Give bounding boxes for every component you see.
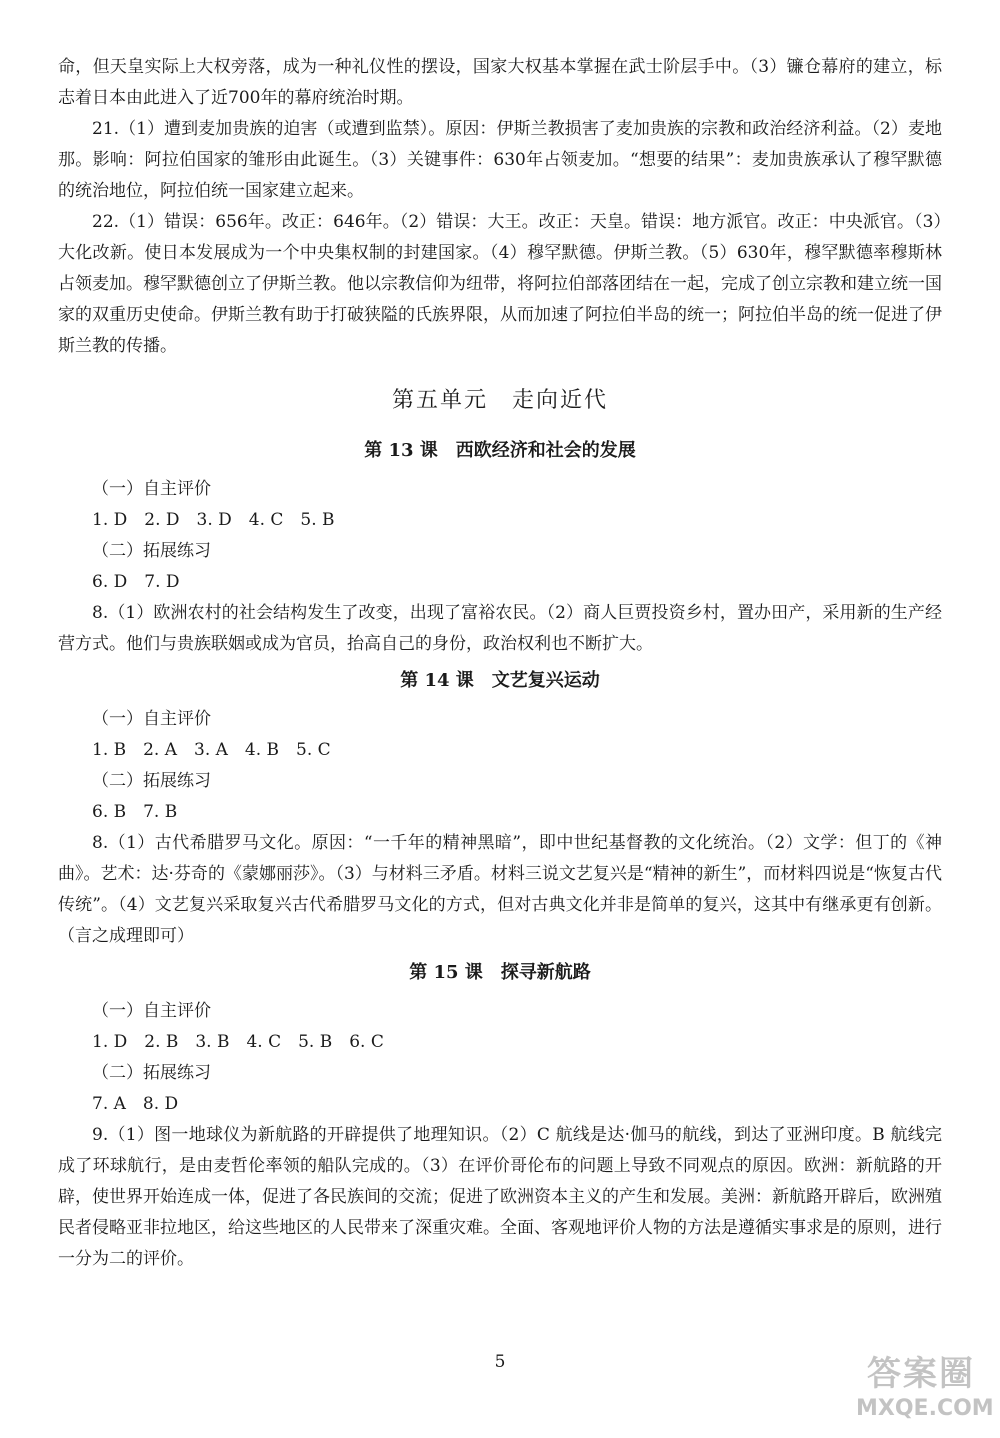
lesson-13-answers-self-evaluation: 1. D 2. D 3. D 4. C 5. B bbox=[92, 510, 335, 530]
lesson-14-answers-self-evaluation: 1. B 2. A 3. A 4. B 5. C bbox=[92, 740, 331, 760]
lesson-15-section-extension: （二）拓展练习 bbox=[92, 1063, 211, 1083]
unit-title: 第五单元 走向近代 bbox=[391, 388, 608, 413]
lesson-15-question-9: 9.（1）图一地球仪为新航路的开辟提供了地理知识。（2）C 航线是达·伽马的航线，到达了亚洲印度。B 航线完成了环球航行，是由麦哲伦率领的船队完成的。（3）在评价哥伦布的问题上导致不同观点的原因。欧洲：新航路的开辟，使世界开始连成一体，促进了各民族间的交流；促进了欧洲资本主义的产生和发展。美洲：新航路开辟后，欧洲殖民者侵略亚非拉地区，给这些地区的人民带来了深重灾难。全面、客观地评价人物的方法是遵循实事求是的原则，进行一分为二的评价。 bbox=[58, 1125, 942, 1269]
lesson-14-section-extension: （二）拓展练习 bbox=[92, 771, 211, 791]
answer-page bbox=[58, 52, 942, 1275]
lesson-13-section-extension: （二）拓展练习 bbox=[92, 541, 211, 561]
watermark-text-bottom: MXQE.COM bbox=[856, 1396, 994, 1421]
paragraph-q21: 21.（1）遭到麦加贵族的迫害（或遭到监禁）。原因：伊斯兰教损害了麦加贵族的宗教和政治经济利益。（2）麦地那。影响：阿拉伯国家的雏形由此诞生。（3）关键事件：630年占领麦加。“想要的结果”：麦加贵族承认了穆罕默德的统治地位，阿拉伯统一国家建立起来。 bbox=[58, 119, 942, 201]
lesson-15-title: 第 15 课 探寻新航路 bbox=[409, 962, 591, 983]
lesson-13-section-self-evaluation: （一）自主评价 bbox=[92, 479, 211, 499]
lesson-15-section-self-evaluation: （一）自主评价 bbox=[92, 1001, 211, 1021]
paragraph-q22: 22.（1）错误：656年。改正：646年。（2）错误：大王。改正：天皇。错误：地方派官。改正：中央派官。（3）大化改新。使日本发展成为一个中央集权制的封建国家。（4）穆罕默德。伊斯兰教。（5）630年，穆罕默德率穆斯林占领麦加。穆罕默德创立了伊斯兰教。他以宗教信仰为纽带，将阿拉伯部落团结在一起，完成了创立宗教和建立统一国家的双重历史使命。伊斯兰教有助于打破狭隘的氏族界限，从而加速了阿拉伯半岛的统一；阿拉伯半岛的统一促进了伊斯兰教的传播。 bbox=[58, 212, 942, 356]
lesson-15-answers-self-evaluation: 1. D 2. B 3. B 4. C 5. B 6. C bbox=[92, 1032, 384, 1052]
lesson-14-answers-extension: 6. B 7. B bbox=[92, 802, 178, 822]
lesson-14-question-8: 8.（1）古代希腊罗马文化。原因：“一千年的精神黑暗”，即中世纪基督教的文化统治。（2）文学：但丁的《神曲》。艺术：达·芬奇的《蒙娜丽莎》。（3）与材料三矛盾。材料三说文艺复兴是“精神的新生”，而材料四说是“恢复古代传统”。（4）文艺复兴采取复兴古代希腊罗马文化的方式，但对古典文化并非是简单的复兴，这其中有继承更有创新。（言之成理即可） bbox=[58, 833, 942, 946]
paragraph-q20-continued: 命，但天皇实际上大权旁落，成为一种礼仪性的摆设，国家大权基本掌握在武士阶层手中。（3）镰仓幕府的建立，标志着日本由此进入了近700年的幕府统治时期。 bbox=[58, 57, 942, 108]
lesson-13-answers-extension: 6. D 7. D bbox=[92, 572, 180, 592]
watermark-text-top: 答案圈 bbox=[867, 1354, 975, 1394]
lesson-14-title: 第 14 课 文艺复兴运动 bbox=[400, 670, 600, 691]
lesson-13-question-8: 8.（1）欧洲农村的社会结构发生了改变，出现了富裕农民。（2）商人巨贾投资乡村，置办田产，采用新的生产经营方式。他们与贵族联姻或成为官员，抬高自己的身份，政治权利也不断扩大。 bbox=[58, 603, 942, 654]
page-number: 5 bbox=[494, 1352, 506, 1372]
lesson-13-title: 第 13 课 西欧经济和社会的发展 bbox=[364, 440, 636, 461]
watermark-logo bbox=[856, 1352, 994, 1432]
lesson-15-answers-extension: 7. A 8. D bbox=[92, 1094, 179, 1114]
lesson-14-section-self-evaluation: （一）自主评价 bbox=[92, 709, 211, 729]
